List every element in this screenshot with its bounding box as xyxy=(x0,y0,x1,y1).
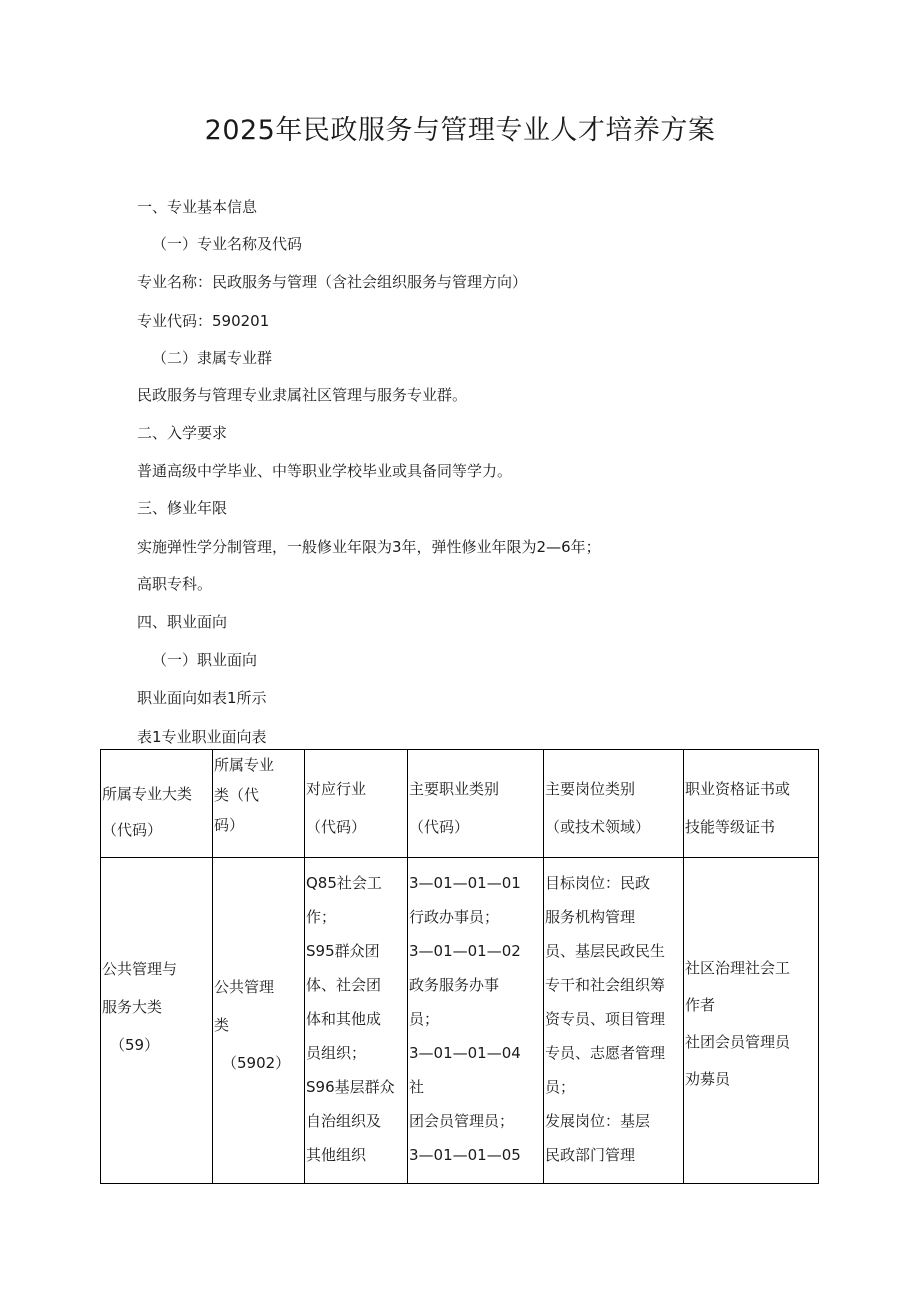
cell-line: 行政办事员； xyxy=(409,908,500,926)
header-line: （代码） xyxy=(102,821,163,839)
header-line: （代码） xyxy=(409,818,470,836)
major-name: 专业名称：民政服务与管理（含社会组织服务与管理方向） xyxy=(137,273,528,291)
admission-text: 普通高级中学毕业、中等职业学校毕业或具备同等学力。 xyxy=(137,462,513,480)
cell-line: 3—01—01—05 xyxy=(409,1146,521,1164)
header-line: 技能等级证书 xyxy=(685,818,776,836)
cell-line: 民政部门管理 xyxy=(545,1146,636,1164)
cell-line: 体和其他成 xyxy=(306,1010,382,1028)
section-4-heading: 四、职业面向 xyxy=(137,613,228,631)
cell-line: 专干和社会组织筹 xyxy=(545,976,666,994)
header-line: 所属专业 xyxy=(214,756,275,774)
duration-text: 实施弹性学分制管理，一般修业年限为3年，弹性修业年限为2—6年； xyxy=(137,538,601,556)
cell-line: 政务服务办事 xyxy=(409,976,500,994)
header-line: （代码） xyxy=(306,818,367,836)
cell-line: 公共管理与 xyxy=(102,960,178,978)
header-line: 类（代 xyxy=(214,786,260,804)
section-1-heading: 一、专业基本信息 xyxy=(137,198,258,216)
cell-line: 作者 xyxy=(685,996,716,1014)
certificate-cell xyxy=(684,858,819,1184)
cell-line: （59） xyxy=(110,1036,160,1054)
section-2-heading: 二、入学要求 xyxy=(137,424,228,442)
cell-line: 体、社会团 xyxy=(306,976,382,994)
cell-line: 社团会员管理员 xyxy=(685,1033,791,1051)
document-title: 2025年民政服务与管理专业人才培养方案 xyxy=(204,115,716,146)
cell-line: 自治组织及 xyxy=(306,1112,382,1130)
cell-line: 3—01—01—04 xyxy=(409,1044,521,1062)
cell-line: 团会员管理员； xyxy=(409,1112,515,1130)
header-cell xyxy=(101,750,213,858)
cell-line: 公共管理 xyxy=(214,978,275,996)
cell-line: 服务机构管理 xyxy=(545,908,636,926)
cell-line: 其他组织 xyxy=(306,1146,367,1164)
section-3-heading: 三、修业年限 xyxy=(137,499,228,517)
cell-line: 服务大类 xyxy=(102,998,163,1016)
cell-line: 作； xyxy=(306,908,337,926)
cell-line: 员； xyxy=(409,1010,440,1028)
header-line: 码） xyxy=(214,816,245,834)
cell-line: 资专员、项目管理 xyxy=(545,1010,666,1028)
cell-line: 员、基层民政民生 xyxy=(545,942,666,960)
cell-line: Q85社会工 xyxy=(306,874,382,892)
major-group-text: 民政服务与管理专业隶属社区管理与服务专业群。 xyxy=(137,386,468,404)
cell-line: 社 xyxy=(409,1078,425,1096)
cell-line: 3—01—01—01 xyxy=(409,874,521,892)
header-cell xyxy=(544,750,684,858)
header-line: 主要职业类别 xyxy=(409,780,500,798)
position-cell xyxy=(544,858,684,1184)
table-caption: 表1专业职业面向表 xyxy=(137,728,267,746)
header-cell xyxy=(305,750,408,858)
cell-line: 类 xyxy=(214,1016,230,1034)
subsection-major-name-code: （一）专业名称及代码 xyxy=(152,235,303,253)
major-class-cell xyxy=(213,858,305,1184)
header-cell xyxy=(408,750,544,858)
cell-line: （5902） xyxy=(222,1054,291,1072)
cell-line: 发展岗位：基层 xyxy=(545,1112,651,1130)
cell-line: 社区治理社会工 xyxy=(685,959,791,977)
subsection-major-group: （二）隶属专业群 xyxy=(152,349,273,367)
table-data-row xyxy=(101,858,819,1184)
cell-line: 劝募员 xyxy=(685,1070,731,1088)
occupation-cell xyxy=(408,858,544,1184)
header-line: 所属专业大类 xyxy=(102,785,193,803)
cell-line: S96基层群众 xyxy=(306,1078,395,1096)
header-line: 主要岗位类别 xyxy=(545,780,636,798)
table-header-row xyxy=(101,750,819,858)
header-cell xyxy=(213,750,305,858)
major-code: 专业代码：590201 xyxy=(137,312,270,330)
cell-line: 专员、志愿者管理 xyxy=(545,1044,666,1062)
level-text: 高职专科。 xyxy=(137,575,213,593)
major-category-cell xyxy=(101,858,213,1184)
career-table xyxy=(100,749,819,1184)
cell-line: 目标岗位：民政 xyxy=(545,874,651,892)
cell-line: 员； xyxy=(545,1078,576,1096)
header-cell xyxy=(684,750,819,858)
header-line: 职业资格证书或 xyxy=(685,780,791,798)
header-line: 对应行业 xyxy=(306,780,367,798)
industry-cell xyxy=(305,858,408,1184)
cell-line: 员组织； xyxy=(306,1044,367,1062)
subsection-career: （一）职业面向 xyxy=(152,651,258,669)
header-line: （或技术领域） xyxy=(545,818,651,836)
cell-line: S95群众团 xyxy=(306,942,380,960)
cell-line: 3—01—01—02 xyxy=(409,942,521,960)
career-text: 职业面向如表1所示 xyxy=(137,689,267,707)
